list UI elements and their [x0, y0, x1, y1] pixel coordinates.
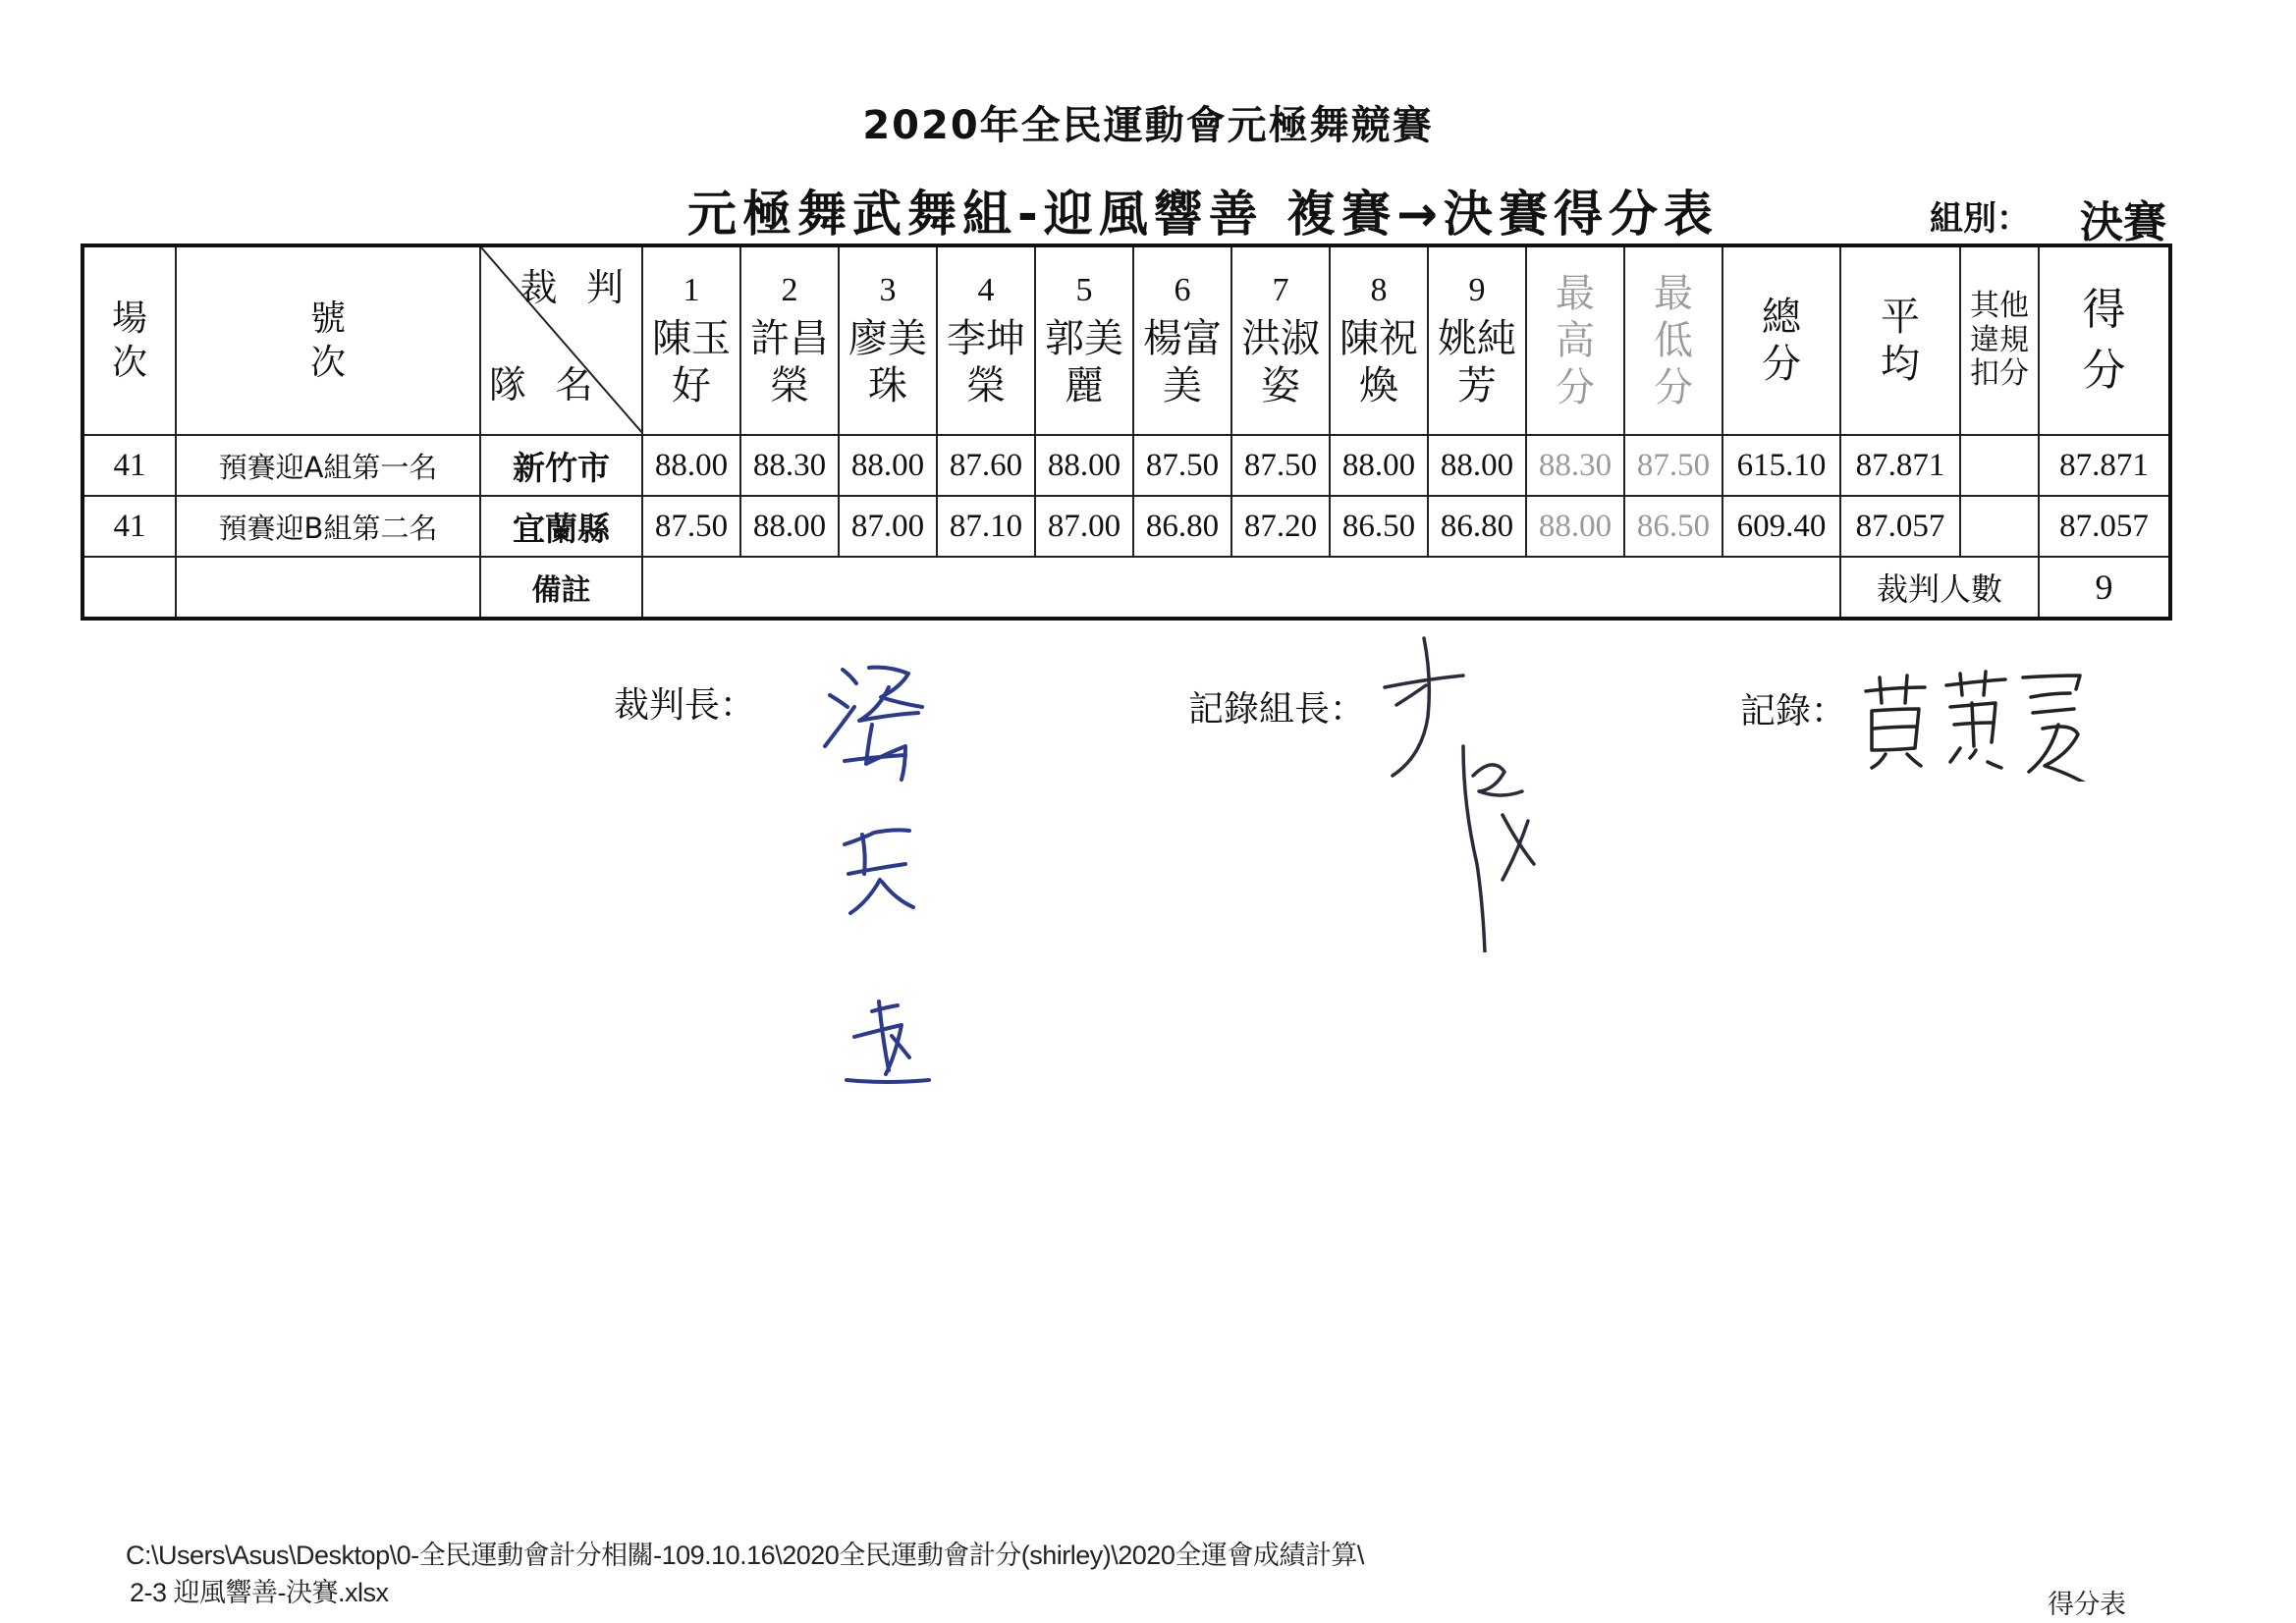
col-session-header: 場次: [82, 245, 176, 435]
average-cell: 87.057: [1840, 496, 1960, 557]
low-score-cell: 86.50: [1624, 496, 1722, 557]
group-value: 決賽: [2080, 197, 2166, 247]
low-score-header: 最低分: [1624, 245, 1722, 435]
chief-judge-label: 裁判長：: [614, 685, 756, 726]
total-cell: 615.10: [1722, 435, 1840, 496]
judge-8-header: 8 陳祝煥: [1330, 245, 1428, 435]
judge-2-header: 2 許昌榮: [740, 245, 839, 435]
score-cell: 88.00: [642, 435, 740, 496]
team-cell: 宜蘭縣: [480, 496, 642, 557]
judge-7-header: 7 洪淑姿: [1231, 245, 1330, 435]
score-table: [81, 243, 2172, 621]
score-cell: 88.00: [1035, 435, 1133, 496]
group-label: 組別：: [1930, 199, 2030, 239]
judge-6-header: 6 楊富美: [1133, 245, 1231, 435]
score-cell: 87.50: [642, 496, 740, 557]
judge-5-header: 5 郭美麗: [1035, 245, 1133, 435]
average-header: 平均: [1840, 245, 1960, 435]
judge-team-header: [480, 245, 642, 435]
high-score-header: 最高分: [1526, 245, 1624, 435]
document-title: 2020年全民運動會元極舞競賽: [862, 103, 1434, 148]
average-cell: 87.871: [1840, 435, 1960, 496]
score-cell: 88.30: [740, 435, 839, 496]
score-cell: 87.50: [1231, 435, 1330, 496]
number-cell: 預賽迎B組第二名: [176, 496, 480, 557]
remarks-label: 備註: [480, 557, 642, 619]
team-header-label: 隊 名: [489, 365, 603, 406]
score-cell: 86.80: [1428, 496, 1526, 557]
sheet-name: 得分表: [2048, 1590, 2126, 1619]
chief-judge-signature: [786, 648, 962, 1119]
score-cell: 87.60: [937, 435, 1035, 496]
table-row: [82, 496, 2170, 557]
document-subtitle: 元極舞武舞組-迎風響善 複賽→決賽得分表: [687, 186, 1720, 243]
header-row: [82, 245, 2170, 435]
final-score-cell: 87.057: [2039, 496, 2170, 557]
total-header: 總分: [1722, 245, 1840, 435]
judge-count-label: 裁判人數: [1840, 557, 2039, 619]
judge-4-header: 4 李坤榮: [937, 245, 1035, 435]
score-cell: 87.00: [1035, 496, 1133, 557]
total-cell: 609.40: [1722, 496, 1840, 557]
score-cell: 88.00: [839, 435, 937, 496]
low-score-cell: 87.50: [1624, 435, 1722, 496]
file-path-line-1: C:\Users\Asus\Desktop\0-全民運動會計分相關-109.10.16\2020全民運動會計分(shirley)\2020全運會成績計算\: [126, 1541, 1364, 1570]
score-cell: 87.10: [937, 496, 1035, 557]
remarks-cell: [642, 557, 1840, 619]
team-cell: 新竹市: [480, 435, 642, 496]
col-number-header: 號次: [176, 245, 480, 435]
other-deduction-cell: [1960, 496, 2039, 557]
record-leader-label: 記錄組長：: [1188, 689, 1366, 730]
final-score-header: 得分: [2039, 245, 2170, 435]
recorder-label: 記錄：: [1740, 691, 1847, 731]
high-score-cell: 88.30: [1526, 435, 1624, 496]
record-leader-signature: [1355, 628, 1571, 952]
session-cell: 41: [82, 496, 176, 557]
score-cell: 86.50: [1330, 496, 1428, 557]
empty-cell: [82, 557, 176, 619]
score-cell: 88.00: [1330, 435, 1428, 496]
judge-count-value: 9: [2039, 557, 2170, 619]
session-cell: 41: [82, 435, 176, 496]
remarks-row: [82, 557, 2170, 619]
high-score-cell: 88.00: [1526, 496, 1624, 557]
judge-header-label: 裁 判: [519, 268, 633, 309]
score-cell: 88.00: [740, 496, 839, 557]
score-cell: 86.80: [1133, 496, 1231, 557]
file-path-line-2: 2-3 迎風響善-決賽.xlsx: [130, 1578, 389, 1607]
table-row: [82, 435, 2170, 496]
empty-cell: [176, 557, 480, 619]
judge-1-header: 1 陳玉好: [642, 245, 740, 435]
judge-9-header: 9 姚純芳: [1428, 245, 1526, 435]
number-cell: 預賽迎A組第一名: [176, 435, 480, 496]
score-cell: 88.00: [1428, 435, 1526, 496]
judge-3-header: 3 廖美珠: [839, 245, 937, 435]
recorder-signature: [1856, 664, 2102, 782]
score-cell: 87.00: [839, 496, 937, 557]
score-cell: 87.50: [1133, 435, 1231, 496]
score-cell: 87.20: [1231, 496, 1330, 557]
other-deduction-header: 其他違規扣分: [1960, 245, 2039, 435]
final-score-cell: 87.871: [2039, 435, 2170, 496]
other-deduction-cell: [1960, 435, 2039, 496]
